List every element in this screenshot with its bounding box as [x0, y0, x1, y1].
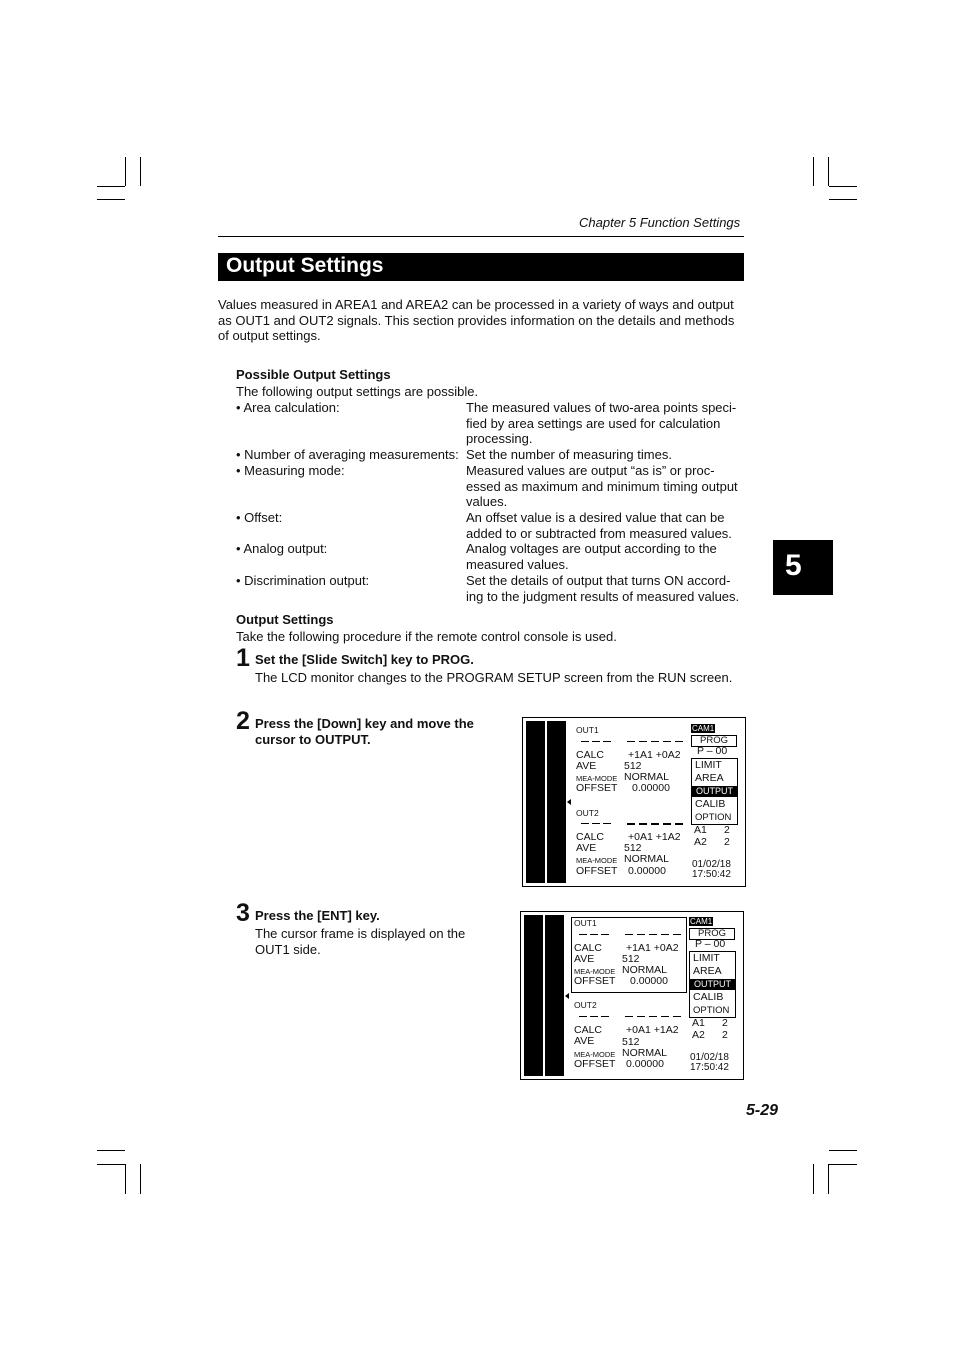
cam-badge: CAM1	[690, 917, 713, 926]
out2-label: OUT2	[576, 808, 599, 818]
lcd-screen-step3: OUT1 CALC +1A1 +0A2 AVE 512 MEA-MODE NORMAL OFFSET 0.00000 OUT2 CALC +0A1 +1A2 AVE 512 MEA-MODE NORMAL OFFSET 0.00000 CAM1 PROG P – 00 LIMIT AREA OUTPUT CALIB OPTION A1 2 A2 2 01/02/18 17:50:42	[520, 911, 744, 1080]
list-item-label: • Area calculation:	[236, 400, 340, 415]
page-title: Output Settings	[226, 254, 384, 277]
list-item-label: • Analog output:	[236, 541, 328, 556]
step-number: 3	[236, 899, 250, 927]
lcd-dark-bar	[526, 721, 545, 883]
chapter-tab	[773, 540, 833, 595]
crop-mark	[829, 1164, 857, 1165]
menu-item-limit[interactable]: LIMIT	[695, 759, 722, 771]
crop-mark	[829, 199, 857, 200]
section-title-bar	[218, 253, 744, 281]
crop-mark	[97, 199, 125, 200]
crop-mark	[97, 186, 125, 187]
crop-mark	[828, 157, 829, 186]
prog-box: PROG	[689, 928, 735, 940]
menu-item-area[interactable]: AREA	[695, 772, 724, 784]
crop-mark	[829, 186, 857, 187]
menu-item-output[interactable]: OUTPUT	[690, 979, 735, 990]
crop-mark	[829, 1150, 857, 1151]
lcd-screen-step2: OUT1 CALC +1A1 +0A2 AVE 512 MEA-MODE NORMAL OFFSET 0.00000 OUT2 CALC +0A1 +1A2 AVE 512 MEA-MODE NORMAL OFFSET 0.00000 CAM1 PROG P – 00 LIMIT AREA OUTPUT CALIB OPTION A1 2 A2 2 01/02/18 17:50:42	[522, 717, 746, 887]
list-item-desc: The measured values of two-area points speci- fied by area settings are used for calculation processing.	[466, 400, 737, 446]
step-number: 2	[236, 707, 250, 735]
lcd-dark-bar	[547, 721, 566, 883]
cursor-arrow-icon	[565, 993, 569, 999]
cursor-arrow-icon	[567, 799, 571, 805]
page-number: 5-29	[746, 1102, 779, 1119]
cam-badge: CAM1	[692, 724, 715, 733]
step-text: The cursor frame is displayed on the OUT1 side.	[255, 926, 466, 957]
list-item-desc: Analog voltages are output according to the measured values.	[466, 541, 717, 572]
list-item-label: • Discrimination output:	[236, 573, 370, 588]
output-heading: Output Settings	[236, 612, 334, 627]
chapter-tab-number: 5	[785, 549, 802, 582]
crop-mark	[813, 157, 814, 186]
menu-item-calib[interactable]: CALIB	[693, 991, 724, 1003]
step-title: Press the [ENT] key.	[255, 908, 380, 923]
list-item-desc: Set the number of measuring times.	[466, 447, 672, 462]
crop-mark	[828, 1164, 829, 1194]
out1-label: OUT1	[574, 918, 597, 928]
crop-mark	[125, 157, 126, 186]
menu-item-calib[interactable]: CALIB	[695, 798, 726, 810]
lcd-dark-bar	[524, 915, 543, 1076]
lcd-menu	[691, 758, 738, 825]
lcd-dark-bar	[545, 915, 564, 1076]
list-item-label: • Offset:	[236, 510, 283, 525]
list-item-desc: Measured values are output “as is” or proc- essed as maximum and minimum timing output values.	[466, 463, 738, 509]
header-rule	[218, 236, 744, 237]
intro-paragraph: Values measured in AREA1 and AREA2 can be processed in a variety of ways and output as OUT1 and OUT2 signals. This section provides information on the details and methods of output settings.	[218, 297, 735, 343]
crop-mark	[813, 1164, 814, 1194]
crop-mark	[97, 1150, 125, 1151]
crop-mark	[97, 1164, 125, 1165]
list-item-label: • Measuring mode:	[236, 463, 345, 478]
lcd-menu	[689, 951, 736, 1018]
out2-label: OUT2	[574, 1000, 597, 1010]
list-item-desc: An offset value is a desired value that can be added to or subtracted from measured values.	[466, 510, 732, 541]
menu-item-option[interactable]: OPTION	[693, 1005, 730, 1016]
list-item-label: • Number of averaging measurements:	[236, 447, 459, 462]
step-title: Press the [Down] key and move the cursor to OUTPUT.	[255, 716, 474, 747]
out1-label: OUT1	[576, 725, 599, 735]
step-number: 1	[236, 644, 250, 672]
possible-lead: The following output settings are possible.	[236, 384, 479, 399]
menu-item-limit[interactable]: LIMIT	[693, 952, 720, 964]
output-lead: Take the following procedure if the remote control console is used.	[236, 629, 617, 644]
possible-heading: Possible Output Settings	[236, 367, 391, 382]
crop-mark	[125, 1164, 126, 1194]
menu-item-output[interactable]: OUTPUT	[692, 786, 737, 797]
prog-box: PROG	[691, 735, 737, 747]
menu-item-option[interactable]: OPTION	[695, 812, 732, 823]
crop-mark	[140, 1164, 141, 1194]
list-item-desc: Set the details of output that turns ON accord- ing to the judgment results of measured values.	[466, 573, 740, 604]
menu-item-area[interactable]: AREA	[693, 965, 722, 977]
step-text: The LCD monitor changes to the PROGRAM SETUP screen from the RUN screen.	[255, 670, 733, 685]
crop-mark	[140, 157, 141, 186]
step-title: Set the [Slide Switch] key to PROG.	[255, 652, 474, 667]
chapter-header: Chapter 5 Function Settings	[579, 215, 741, 230]
